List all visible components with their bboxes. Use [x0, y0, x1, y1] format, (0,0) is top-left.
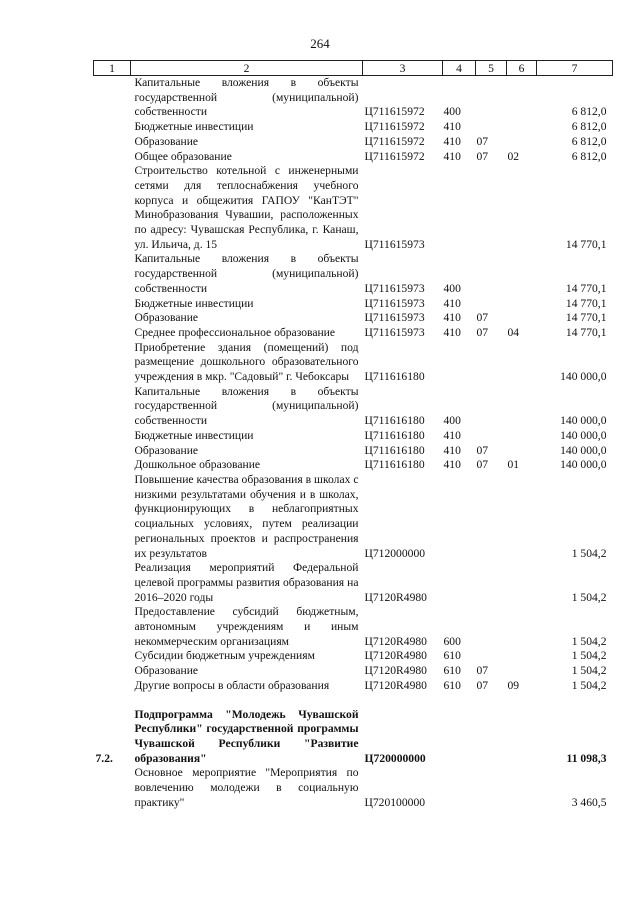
table-row [94, 766, 613, 810]
row-subsection [507, 473, 537, 561]
row-subsection [507, 429, 537, 444]
row-amount: 1 504,2 [571, 664, 607, 678]
row-section [476, 120, 507, 135]
header-cell: 3 [363, 61, 443, 76]
row-target-code: Ц7120R4980 [364, 664, 427, 678]
row-expense-group: 410 [443, 428, 461, 442]
row-description: Капитальные вложения в объекты государственной (муниципальной) собственности [134, 252, 359, 295]
row-description: Образование [134, 134, 199, 148]
row-number [94, 766, 131, 810]
row-target-code: Ц711615972 [364, 105, 425, 119]
row-description: Капитальные вложения в объекты государственной (муниципальной) собственности [134, 384, 359, 428]
row-section: 07 [476, 325, 489, 339]
table-row [94, 649, 613, 664]
table-row [94, 561, 613, 605]
row-number [94, 341, 131, 385]
row-expense-group [443, 473, 476, 561]
row-section [476, 341, 507, 385]
row-description: Дошкольное образование [134, 458, 261, 472]
row-number [94, 649, 131, 664]
row-amount: 1 504,2 [571, 649, 607, 663]
row-section [476, 766, 507, 810]
header-cell: 7 [537, 61, 613, 76]
table-row [94, 252, 613, 296]
row-subsection [507, 311, 537, 326]
row-expense-group: 400 [443, 281, 461, 295]
row-section [476, 605, 507, 649]
row-amount: 14 770,1 [565, 325, 607, 339]
row-target-code: Ц711615972 [364, 134, 425, 148]
row-amount: 14 770,1 [565, 237, 607, 251]
table-row [94, 708, 613, 767]
row-section: 07 [476, 443, 489, 457]
row-subsection [507, 341, 537, 385]
row-subsection [507, 649, 537, 664]
header-cell: 4 [443, 61, 476, 76]
row-description: Основное мероприятие "Мероприятия по вовлечению молодежи в социальную практику" [134, 766, 359, 809]
row-section [476, 297, 507, 312]
table-body [94, 76, 613, 811]
row-description: Бюджетные инвестиции [134, 120, 254, 134]
row-target-code: Ц711615973 [364, 281, 425, 295]
row-expense-group [443, 708, 476, 767]
row-number [94, 679, 131, 694]
row-number [94, 120, 131, 135]
row-expense-group: 410 [443, 458, 461, 472]
table-row [94, 135, 613, 150]
row-target-code: Ц720100000 [364, 795, 426, 809]
row-description: Строительство котельной с инженерными сетями для теплоснабжения учебного корпуса и общежития ГАПОУ "КанТЭТ" Минобразования Чувашии, расположенных по адресу: Чувашская Республика, г. Канаш, ул. Ильича, д. 15 [134, 164, 359, 251]
row-amount: 140 000,0 [560, 428, 607, 442]
row-amount: 140 000,0 [560, 370, 607, 384]
row-subsection [507, 766, 537, 810]
row-target-code: Ц711616180 [364, 428, 425, 442]
row-subsection [507, 605, 537, 649]
table-row [94, 444, 613, 459]
row-section [476, 164, 507, 252]
row-subsection [507, 120, 537, 135]
row-expense-group: 410 [443, 325, 461, 339]
table-row [94, 76, 613, 121]
table-row [94, 150, 613, 165]
row-amount: 6 812,0 [571, 105, 607, 119]
row-expense-group: 610 [443, 678, 461, 692]
table-row [94, 605, 613, 649]
table-row [94, 473, 613, 561]
row-description: Бюджетные инвестиции [134, 428, 254, 442]
row-target-code: Ц7120R4980 [364, 649, 427, 663]
row-section [476, 76, 507, 121]
row-description: Капитальные вложения в объекты государственной (муниципальной) собственности [134, 76, 359, 119]
row-number [94, 385, 131, 429]
row-target-code: Ц711616180 [364, 414, 425, 428]
row-target-code: Ц711615973 [364, 325, 425, 339]
row-amount: 140 000,0 [560, 458, 607, 472]
row-section: 07 [476, 678, 489, 692]
row-expense-group: 400 [443, 414, 461, 428]
row-target-code: Ц711615972 [364, 149, 425, 163]
table-row [94, 458, 613, 473]
row-subsection [507, 76, 537, 121]
row-number [94, 252, 131, 296]
table-row [94, 341, 613, 385]
row-description: Предоставление субсидий бюджетным, автономным учреждениям и иным некоммерческим организациям [134, 605, 359, 648]
row-amount: 6 812,0 [571, 149, 607, 163]
row-expense-group: 410 [443, 149, 461, 163]
table-row [94, 164, 613, 252]
header-cell: 5 [476, 61, 507, 76]
row-expense-group: 410 [443, 311, 461, 325]
row-expense-group: 610 [443, 664, 461, 678]
row-target-code: Ц711615972 [364, 120, 425, 134]
row-expense-group: 400 [443, 105, 461, 119]
row-section [476, 649, 507, 664]
row-target-code: Ц7120R4980 [364, 634, 427, 648]
row-subsection [507, 135, 537, 150]
row-amount: 14 770,1 [565, 311, 607, 325]
row-section [476, 429, 507, 444]
row-subsection: 04 [507, 325, 520, 339]
row-section [476, 473, 507, 561]
row-description: Общее образование [134, 149, 232, 163]
row-number [94, 473, 131, 561]
spacer-row [94, 694, 613, 708]
row-expense-group: 410 [443, 296, 461, 310]
spacer-cell [94, 694, 613, 708]
row-section [476, 561, 507, 605]
table-row [94, 297, 613, 312]
header-row [94, 61, 613, 76]
row-amount: 1 504,2 [571, 590, 607, 604]
row-amount: 14 770,1 [565, 296, 607, 310]
row-subsection: 02 [507, 149, 520, 163]
budget-table [93, 60, 613, 810]
table-row [94, 385, 613, 429]
row-amount: 11 098,3 [566, 751, 607, 765]
row-amount: 140 000,0 [560, 443, 607, 457]
row-expense-group: 410 [443, 134, 461, 148]
row-description: Образование [134, 443, 199, 457]
row-description: Приобретение здания (помещений) под размещение дошкольного образовательного учреждения в мкр. "Садовый" г. Чебоксары [134, 340, 359, 384]
row-section [476, 385, 507, 429]
row-number [94, 76, 131, 121]
table-row [94, 311, 613, 326]
row-amount: 3 460,5 [571, 795, 607, 809]
row-amount: 1 504,2 [571, 678, 607, 692]
table-row [94, 429, 613, 444]
row-number [94, 458, 131, 473]
row-expense-group: 610 [443, 649, 461, 663]
row-target-code: Ц711615973 [364, 296, 425, 310]
row-amount: 1 504,2 [571, 546, 607, 560]
row-target-code: Ц7120R4980 [364, 590, 427, 604]
row-section: 07 [476, 134, 489, 148]
row-expense-group [443, 561, 476, 605]
row-description: Повышение качества образования в школах с низкими результатами обучения и в школах, функционирующих в неблагоприятных социальных условиях, путем реализации региональных проектов и распространения их результатов [134, 472, 359, 560]
row-target-code: Ц7120R4980 [364, 678, 427, 692]
row-expense-group [443, 164, 476, 252]
row-target-code: Ц712000000 [364, 546, 426, 560]
row-subsection [507, 664, 537, 679]
row-section [476, 252, 507, 296]
row-expense-group: 410 [443, 120, 461, 134]
row-amount: 6 812,0 [571, 134, 607, 148]
row-target-code: Ц711616180 [364, 370, 425, 384]
row-description: Подпрограмма "Молодежь Чувашской Республики" государственной программы Чувашской Республики "Развитие образования" [134, 707, 359, 765]
header-cell: 6 [507, 61, 537, 76]
row-number [94, 135, 131, 150]
row-target-code: Ц711616180 [364, 443, 425, 457]
table-row [94, 679, 613, 694]
row-number [94, 150, 131, 165]
row-expense-group: 410 [443, 443, 461, 457]
row-description: Другие вопросы в области образования [134, 678, 330, 692]
row-description: Образование [134, 311, 199, 325]
row-section: 07 [476, 311, 489, 325]
row-subsection [507, 252, 537, 296]
row-target-code: Ц711616180 [364, 458, 425, 472]
row-description: Реализация мероприятий Федеральной целевой программы развития образования на 2016–2020 годы [134, 561, 359, 604]
row-description: Среднее профессиональное образование [134, 325, 336, 339]
row-subsection [507, 708, 537, 767]
row-subsection [507, 444, 537, 459]
row-target-code: Ц711615973 [364, 237, 425, 251]
row-section [476, 708, 507, 767]
row-amount: 1 504,2 [571, 634, 607, 648]
row-amount: 14 770,1 [565, 281, 607, 295]
row-number [94, 297, 131, 312]
row-subsection [507, 385, 537, 429]
row-description: Образование [134, 664, 199, 678]
row-subsection: 09 [507, 678, 520, 692]
row-number [94, 664, 131, 679]
row-target-code: Ц711615973 [364, 311, 425, 325]
page-number: 264 [310, 36, 330, 51]
table-row [94, 326, 613, 341]
header-cell: 1 [94, 61, 131, 76]
row-target-code: Ц720000000 [364, 751, 426, 765]
row-subsection [507, 297, 537, 312]
row-amount: 140 000,0 [560, 414, 607, 428]
row-number [94, 605, 131, 649]
row-description: Субсидии бюджетным учреждениям [134, 649, 315, 663]
header-cell: 2 [131, 61, 363, 76]
row-expense-group [443, 341, 476, 385]
row-number [94, 444, 131, 459]
row-number [94, 311, 131, 326]
row-subsection: 01 [507, 458, 520, 472]
row-section: 07 [476, 149, 489, 163]
row-section: 07 [476, 458, 489, 472]
row-number: 7.2. [95, 751, 113, 765]
row-number [94, 429, 131, 444]
table-row [94, 664, 613, 679]
row-number [94, 561, 131, 605]
row-description: Бюджетные инвестиции [134, 296, 254, 310]
row-subsection [507, 561, 537, 605]
row-number [94, 326, 131, 341]
row-section: 07 [476, 664, 489, 678]
row-expense-group: 600 [443, 634, 461, 648]
table-row [94, 120, 613, 135]
row-expense-group [443, 766, 476, 810]
row-subsection [507, 164, 537, 252]
row-number [94, 164, 131, 252]
row-amount: 6 812,0 [571, 120, 607, 134]
